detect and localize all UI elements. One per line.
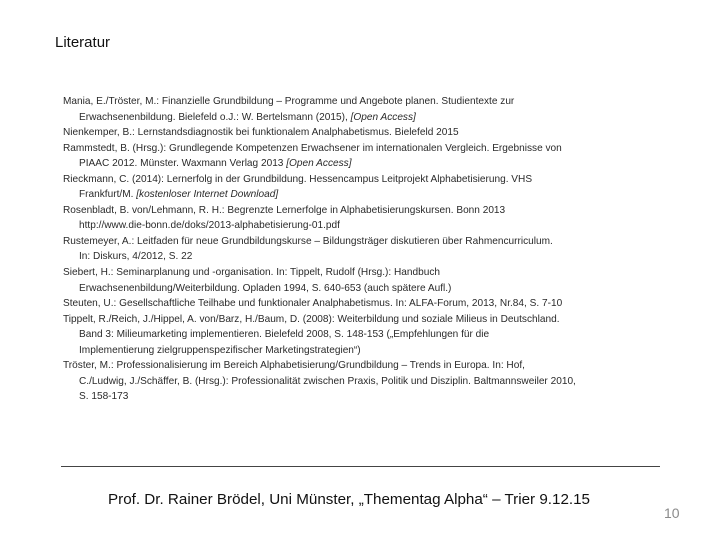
slide-title: Literatur [55, 34, 111, 51]
reference-list [63, 94, 703, 405]
reference-text: Rustemeyer, A.: Leitfaden für neue Grundbildungskurse – Bildungsträger diskutieren über Rahmencurriculum. In: Diskurs, 4/2012, S. 22 [63, 235, 553, 263]
reference-entry [63, 172, 703, 203]
reference-access-note: [Open Access] [286, 158, 352, 170]
reference-text: Nienkemper, B.: Lernstandsdiagnostik bei funktionalem Analphabetismus. Bielefeld 2015 [63, 127, 459, 139]
reference-text: Rieckmann, C. (2014): Lernerfolg in der Grundbildung. Hessencampus Leitprojekt Alphabetisierung. VHS Frankfurt/M. [63, 173, 533, 201]
reference-text: Tröster, M.: Professionalisierung im Bereich Alphabetisierung/Grundbildung – Trends in Europa. In: Hof, C./Ludwig, J./Schäffer, B. (Hrsg.): Professionalität zwischen Praxis, Politik und Disziplin. Baltmannsweiler 2010, S. 158-173 [63, 360, 576, 403]
reference-text: Siebert, H.: Seminarplanung und -organisation. In: Tippelt, Rudolf (Hrsg.): Handbuch Erwachsenenbildung/Weiterbildung. Opladen 1994, S. 640-653 (auch spätere Aufl.) [63, 267, 452, 294]
reference-access-note: [Open Access] [350, 111, 416, 123]
page-number: 10 [664, 505, 680, 521]
reference-text: Steuten, U.: Gesellschaftliche Teilhabe und funktionaler Analphabetismus. In: ALFA-Forum, 2013, Nr.84, S. 7-10 [63, 298, 563, 310]
reference-access-note: [kostenloser Internet Download] [136, 189, 279, 201]
footer-divider [61, 466, 660, 467]
reference-entry [63, 234, 703, 265]
reference-entry [63, 125, 703, 141]
reference-text: Mania, E./Tröster, M.: Finanzielle Grundbildung – Programme und Angebote planen. Studientexte zur Erwachsenenbildung. Bielefeld o.J.: W. Bertelsmann (2015), [63, 96, 515, 123]
reference-text: Rosenbladt, B. von/Lehmann, R. H.: Begrenzte Lernerfolge in Alphabetisierungskursen. Bonn 2013 http://www.die-bonn.de/doks/2013-alphabetisierung-01.pdf [63, 204, 506, 232]
reference-entry [63, 94, 703, 125]
reference-entry [63, 265, 703, 296]
reference-entry [63, 296, 703, 312]
reference-entry [63, 141, 703, 172]
reference-entry [63, 358, 703, 405]
reference-text: Tippelt, R./Reich, J./Hippel, A. von/Barz, H./Baum, D. (2008): Weiterbildung und soziale Milieus in Deutschland. Band 3: Milieumarketing implementieren. Bielefeld 2008, S. 148-153 („Empfehlungen für die Implementierung zielgruppenspezifischer Marketingstrategien“) [63, 313, 560, 356]
reference-entry [63, 203, 703, 234]
footer-author-event: Prof. Dr. Rainer Brödel, Uni Münster, „Thementag Alpha“ – Trier 9.12.15 [108, 491, 591, 508]
reference-text: Rammstedt, B. (Hrsg.): Grundlegende Kompetenzen Erwachsener im internationalen Vergleich. Ergebnisse von PIAAC 2012. Münster. Waxmann Verlag 2013 [63, 142, 562, 170]
reference-entry [63, 312, 703, 359]
